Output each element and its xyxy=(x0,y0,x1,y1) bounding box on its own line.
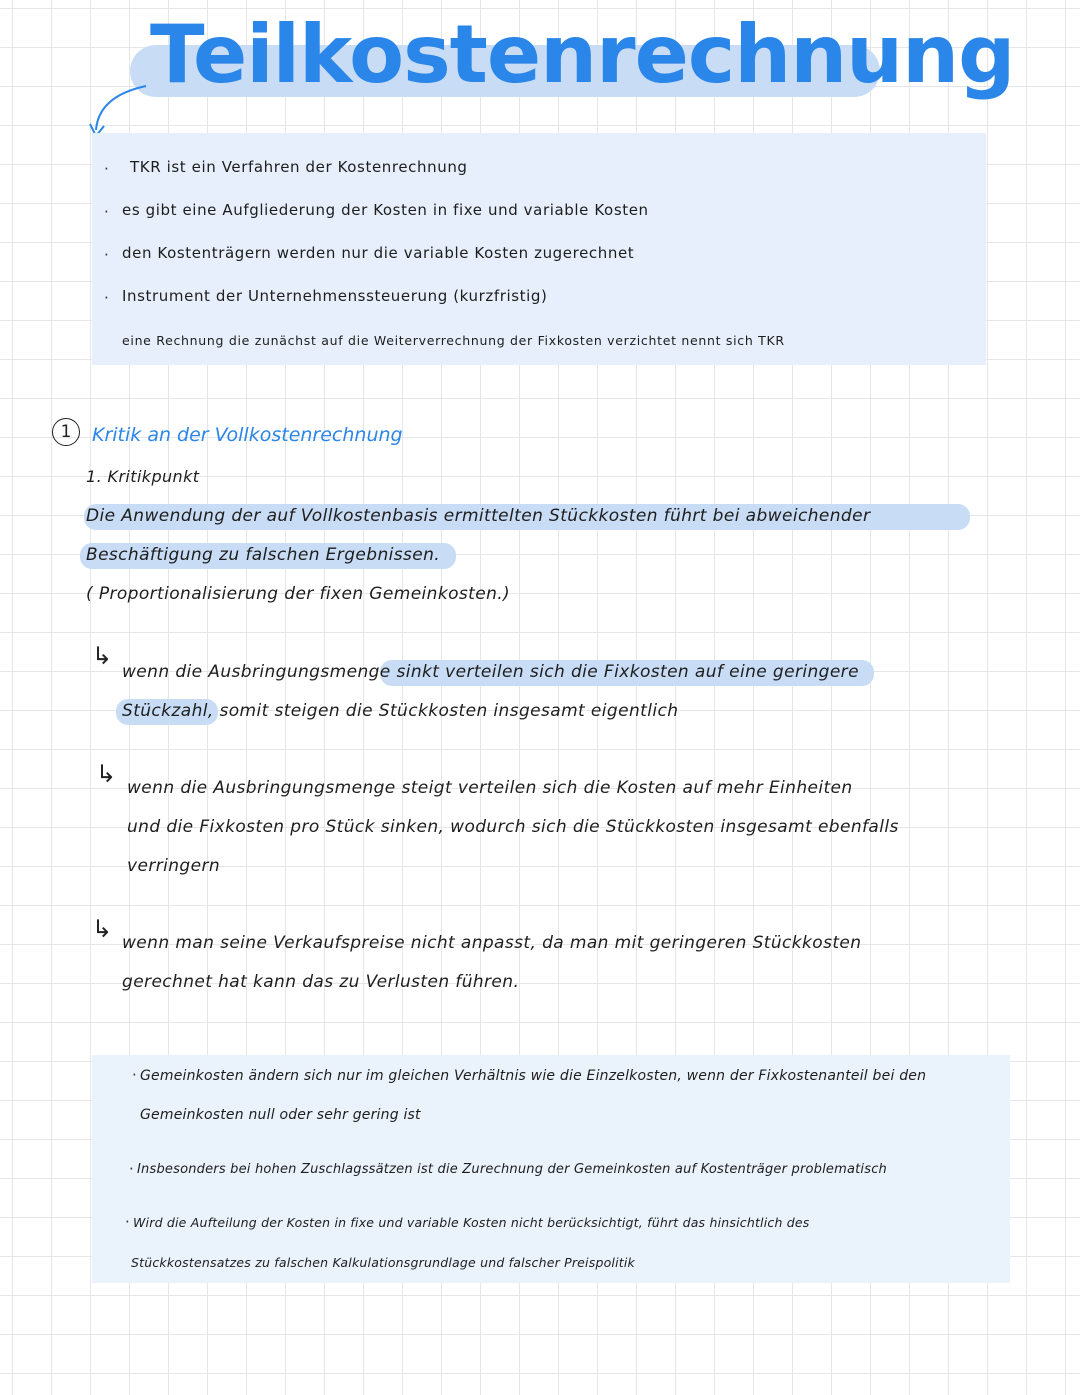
note-line: Stückkostensatzes zu falschen Kalkulationsgrundlage und falscher Preispolitik xyxy=(131,1255,635,1270)
subheading: 1. Kritikpunkt xyxy=(86,467,200,486)
point-line: Stückzahl, somit steigen die Stückkosten insgesamt eigentlich xyxy=(122,701,679,721)
statement-line: Die Anwendung der auf Vollkostenbasis ermittelten Stückkosten führt bei abweichender xyxy=(86,506,871,526)
note-line: Gemeinkosten ändern sich nur im gleichen Verhältnis wie die Einzelkosten, wenn der Fixkostenanteil bei den xyxy=(140,1068,927,1084)
intro-bullet: Instrument der Unternehmenssteuerung (kurzfristig) xyxy=(122,287,548,305)
page-title: Teilkostenrechnung xyxy=(150,8,1015,101)
hook-arrow-icon: ↳ xyxy=(96,760,117,788)
section-number: 1 xyxy=(52,418,80,446)
bullet-dot: · xyxy=(129,1160,134,1178)
intro-bullet: den Kostenträgern werden nur die variable Kosten zugerechnet xyxy=(122,244,635,262)
point-line: gerechnet hat kann das zu Verlusten führen. xyxy=(122,972,520,992)
intro-bullet: TKR ist ein Verfahren der Kostenrechnung xyxy=(130,158,468,176)
note-line: Insbesonders bei hohen Zuschlagssätzen ist die Zurechnung der Gemeinkosten auf Kostenträger problematisch xyxy=(137,1162,887,1177)
point-line: und die Fixkosten pro Stück sinken, wodurch sich die Stückkosten insgesamt ebenfalls xyxy=(127,817,899,837)
bullet-dot: · xyxy=(104,246,109,264)
bullet-dot: · xyxy=(104,203,109,221)
point-line: wenn die Ausbringungsmenge steigt verteilen sich die Kosten auf mehr Einheiten xyxy=(127,778,853,798)
point-line: wenn die Ausbringungsmenge sinkt verteilen sich die Fixkosten auf eine geringere xyxy=(122,662,859,682)
hook-arrow-icon: ↳ xyxy=(92,642,113,670)
intro-bullet: es gibt eine Aufgliederung der Kosten in fixe und variable Kosten xyxy=(122,201,649,219)
point-line: verringern xyxy=(127,856,221,876)
bullet-dot: · xyxy=(104,160,109,178)
statement-line: ( Proportionalisierung der fixen Gemeinkosten.) xyxy=(86,584,511,604)
bullet-dot: · xyxy=(132,1066,137,1084)
note-line: Gemeinkosten null oder sehr gering ist xyxy=(140,1107,421,1123)
bullet-dot: · xyxy=(125,1213,130,1231)
point-line: wenn man seine Verkaufspreise nicht anpasst, da man mit geringeren Stückkosten xyxy=(122,933,862,953)
note-line: Wird die Aufteilung der Kosten in fixe und variable Kosten nicht berücksichtigt, führt das hinsichtlich des xyxy=(133,1215,810,1230)
section-heading: Kritik an der Vollkostenrechnung xyxy=(92,424,403,446)
statement-line: Beschäftigung zu falschen Ergebnissen. xyxy=(86,545,441,565)
intro-note: eine Rechnung die zunächst auf die Weiterverrechnung der Fixkosten verzichtet nennt sich TKR xyxy=(122,333,785,348)
hook-arrow-icon: ↳ xyxy=(92,915,113,943)
bullet-dot: · xyxy=(104,289,109,307)
